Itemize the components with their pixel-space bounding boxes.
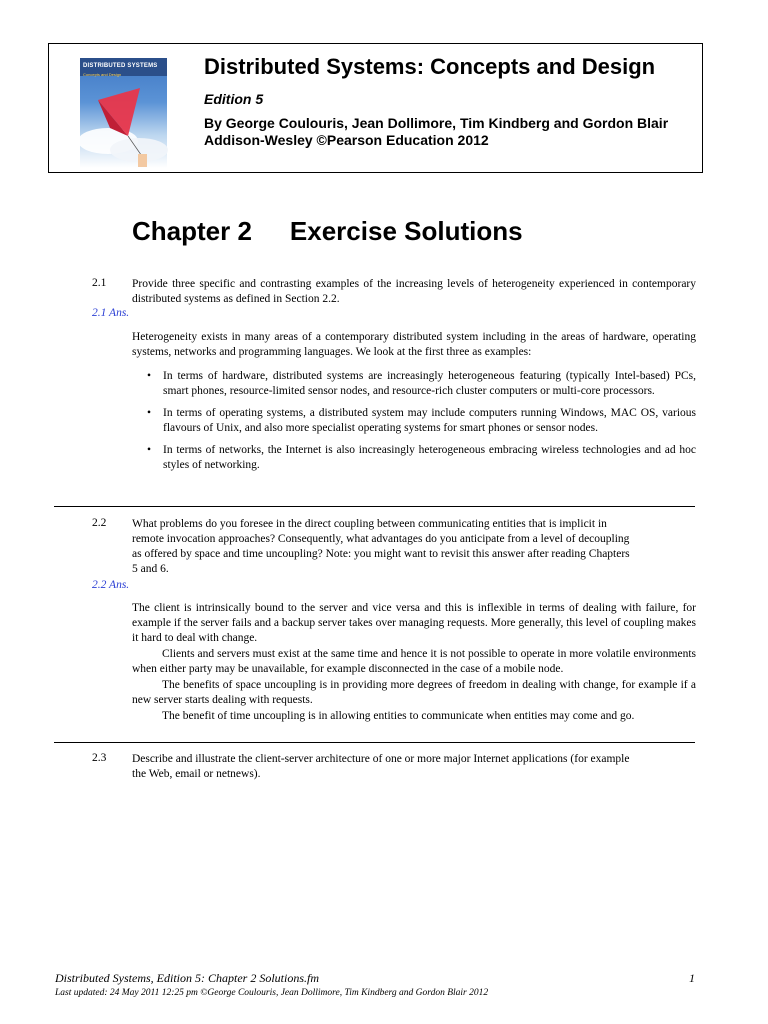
book-edition: Edition 5: [204, 91, 264, 107]
book-authors: By George Coulouris, Jean Dollimore, Tim Kindberg and Gordon Blair: [204, 115, 669, 131]
answer-paragraph: The benefits of space uncoupling is in providing more degrees of freedom in dealing with change, for example if a new server starts dealing with requests.: [132, 679, 696, 706]
answer-bullet-list: [132, 369, 696, 480]
section-divider: [54, 742, 695, 743]
book-title: Distributed Systems: Concepts and Design: [204, 54, 656, 79]
cover-subtitle: Concepts and Design: [83, 72, 122, 77]
answer-label: 2.1 Ans.: [92, 307, 130, 319]
footer-page-number: 1: [689, 971, 695, 985]
chapter-title: Exercise Solutions: [289, 216, 523, 246]
question-number: 2.1: [92, 277, 107, 289]
section-divider: [54, 506, 695, 507]
chapter-heading: [132, 216, 523, 247]
question-text: What problems do you foresee in the direct coupling between communicating entities that is implicit in remote invocation approaches? Consequently, what advantages do you anticipate from a level of decoupling as offered by space and time uncoupling? Note: you might want to revisit this answer after reading Chapters 5 and 6.: [132, 518, 630, 575]
answer-paragraph: The benefit of time uncoupling is in allowing entities to communicate when entities may come and go.: [162, 710, 635, 722]
answer-paragraph: Heterogeneity exists in many areas of a contemporary distributed system including in the areas of hardware, operating systems, networks and programming languages. We look at the first three as examples:: [132, 331, 696, 358]
footer-last-updated: Last updated: 24 May 2011 12:25 pm ©George Coulouris, Jean Dollimore, Tim Kindberg and Gordon Blair 2012: [55, 988, 489, 998]
cover-title: DISTRIBUTED SYSTEMS: [83, 63, 158, 69]
answer-paragraph: The client is intrinsically bound to the server and vice versa and this is inflexible in terms of dealing with failure, for example if the server fails and a backup server takes over managing requests. More generally, this level of coupling makes it hard to deal with change.: [132, 602, 696, 644]
question-number: 2.2: [92, 517, 107, 529]
question-text: Provide three specific and contrasting examples of the increasing levels of heterogeneity experienced in contemporary distributed systems as defined in Section 2.2.: [132, 278, 696, 305]
bullet-item: • In terms of operating systems, a distributed system may include computers running Windows, MAC OS, various flavours of Unix, and also more specialist operating systems for smart phones or sensor nodes.: [132, 406, 696, 436]
answer-label: 2.2 Ans.: [92, 579, 130, 591]
chapter-label: Chapter 2: [132, 216, 252, 246]
question-text: Describe and illustrate the client-server architecture of one or more major Internet applications (for example the Web, email or netnews).: [132, 753, 630, 780]
bullet-item: • In terms of networks, the Internet is also increasingly heterogeneous embracing wireless technologies and ad hoc styles of networking.: [132, 443, 696, 473]
answer-paragraph: Clients and servers must exist at the same time and hence it is not possible to operate in more volatile environments when either party may be unavailable, for example disconnected in the case of a mobile node.: [132, 648, 696, 675]
question-number: 2.3: [92, 752, 107, 764]
bullet-item: • In terms of hardware, distributed systems are increasingly heterogeneous featuring (typically Intel-based) PCs, smart phones, resource-limited sensor nodes, and resource-rich cluster computers or multi-core processors.: [132, 369, 696, 399]
book-publisher: Addison-Wesley ©Pearson Education 2012: [204, 132, 489, 148]
footer-filename: Distributed Systems, Edition 5: Chapter 2 Solutions.fm: [55, 971, 319, 985]
